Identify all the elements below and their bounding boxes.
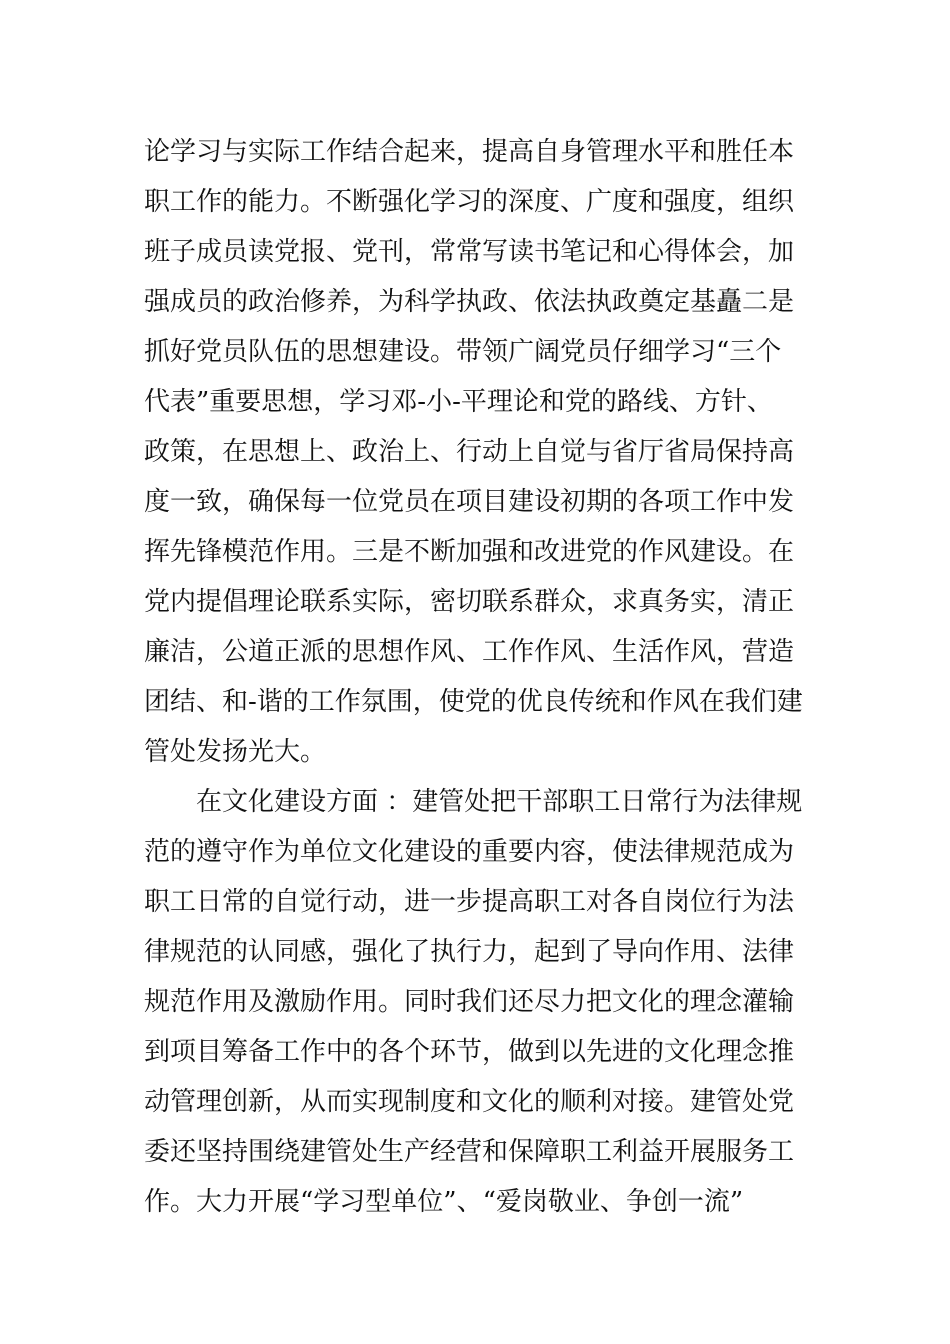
text-line: 规范作用及激励作用。同时我们还尽力把文化的理念灌输 bbox=[144, 987, 795, 1017]
text-line: 管处发扬光大。 bbox=[144, 737, 327, 767]
text-line: 律规范的认同感，强化了执行力，起到了导向作用、法律 bbox=[144, 937, 795, 967]
text-line: 班子成员读党报、党刊，常常写读书笔记和心得体会，加 bbox=[144, 237, 795, 267]
text-line: 度一致，确保每一位党员在项目建设初期的各项工作中发 bbox=[144, 487, 795, 517]
text-line: 廉洁，公道正派的思想作风、工作作风、生活作风，营造 bbox=[144, 637, 795, 667]
text-line: 职工作的能力。不断强化学习的深度、广度和强度，组织 bbox=[144, 187, 795, 217]
text-line: 代表”重要思想，学习邓-小-平理论和党的路线、方针、 bbox=[144, 387, 773, 417]
text-line: 挥先锋模范作用。三是不断加强和改进党的作风建设。在 bbox=[144, 537, 795, 567]
text-line: 抓好党员队伍的思想建设。带领广阔党员仔细学习“三个 bbox=[144, 337, 782, 367]
text-line: 团结、和-谐的工作氛围，使党的优良传统和作风在我们建 bbox=[144, 687, 803, 717]
text-line: 作。大力开展“学习型单位”、“爱岗敬业、争创一流” bbox=[144, 1187, 744, 1217]
text-line: 政策，在思想上、政治上、行动上自觉与省厅省局保持高 bbox=[144, 437, 795, 467]
text-line: 强成员的政治修养，为科学执政、依法执政奠定基矗二是 bbox=[144, 287, 795, 317]
paragraph-first-line: 在文化建设方面 ：建管处把干部职工日常行为法律规 bbox=[196, 787, 803, 817]
text-line: 论学习与实际工作结合起来，提高自身管理水平和胜任本 bbox=[144, 137, 795, 167]
text-line: 职工日常的自觉行动，进一步提高职工对各自岗位行为法 bbox=[144, 887, 795, 917]
document-body bbox=[144, 127, 806, 1227]
text-line: 党内提倡理论联系实际，密切联系群众，求真务实，清正 bbox=[144, 587, 795, 617]
text-line: 到项目筹备工作中的各个环节，做到以先进的文化理念推 bbox=[144, 1037, 795, 1067]
text-line: 动管理创新，从而实现制度和文化的顺利对接。建管处党 bbox=[144, 1087, 795, 1117]
text-line: 范的遵守作为单位文化建设的重要内容，使法律规范成为 bbox=[144, 837, 795, 867]
text-line: 委还坚持围绕建管处生产经营和保障职工利益开展服务工 bbox=[144, 1137, 795, 1167]
